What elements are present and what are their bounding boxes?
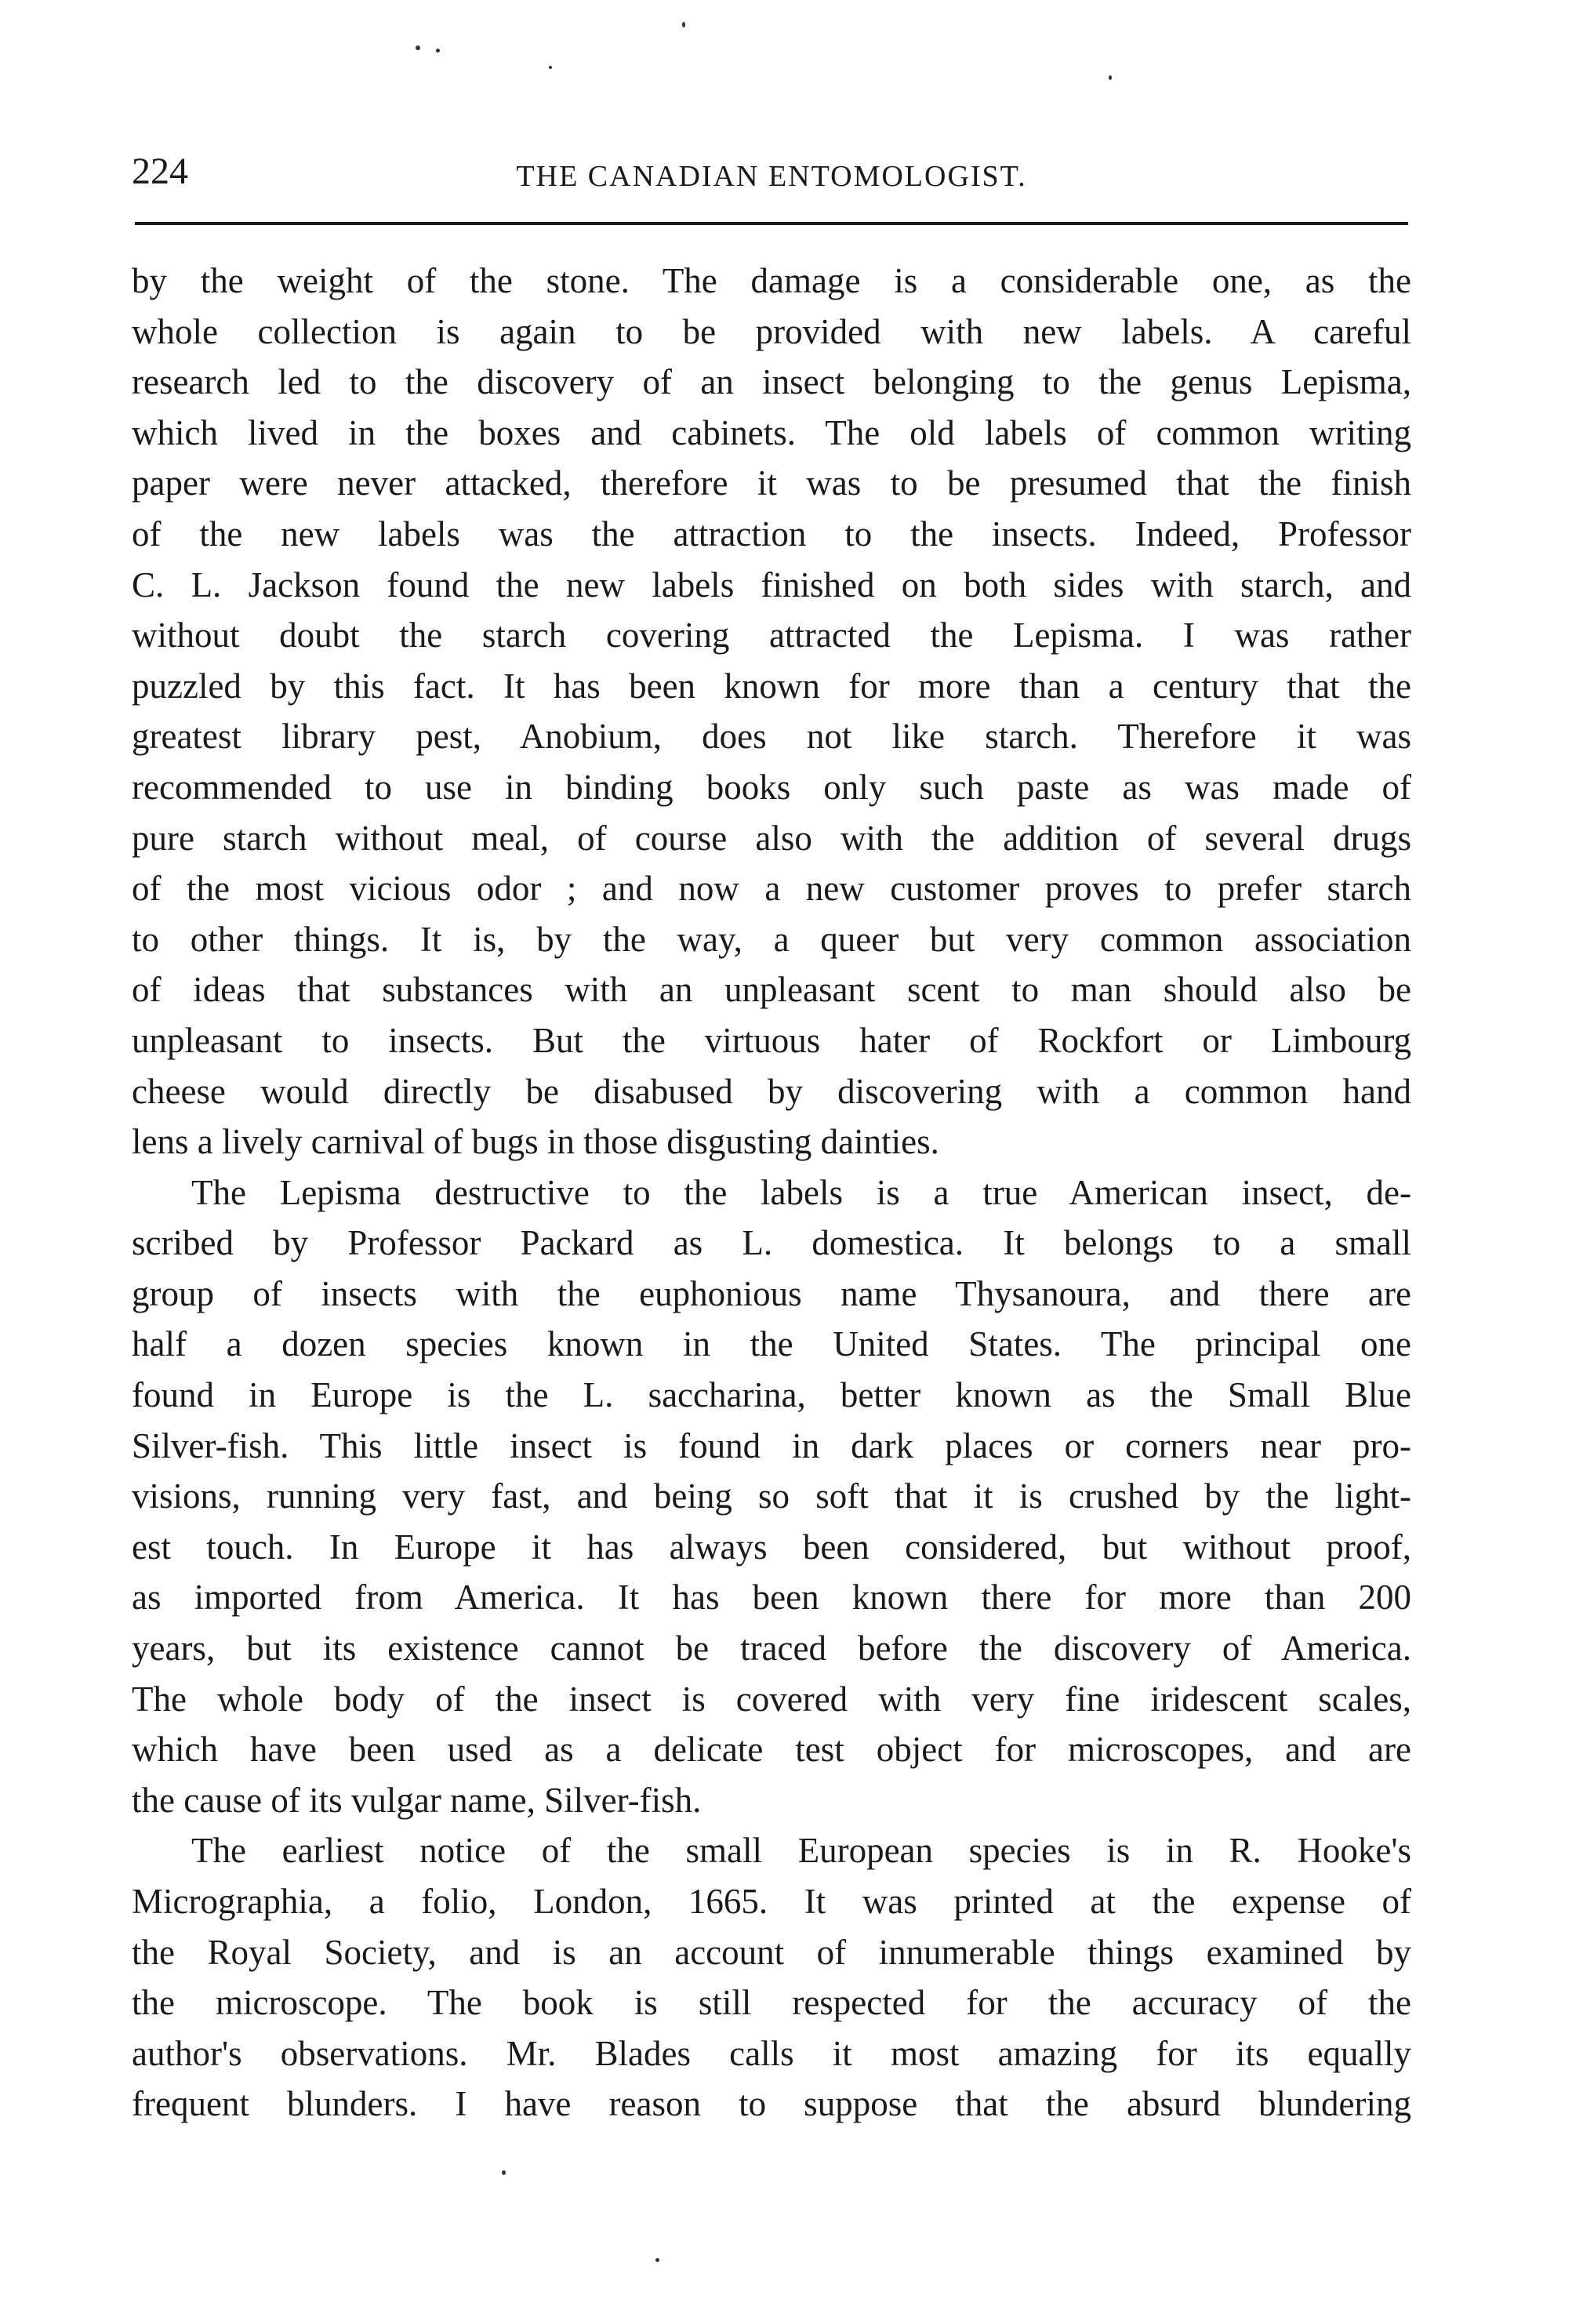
scan-speck [1109,75,1112,80]
text-line: scribed by Professor Packard as L. domestica. It belongs to a small [132,1223,1411,1263]
scan-speck [655,2258,659,2262]
text-line: which lived in the boxes and cabinets. The old labels of common writing [132,412,1411,452]
text-line: of ideas that substances with an unpleasant scent to man should also be [132,970,1411,1010]
text-line: est touch. In Europe it has always been considered, but without proof, [132,1527,1411,1567]
text-line: paper were never attacked, therefore it was to be presumed that the finish [132,463,1411,503]
text-line: found in Europe is the L. saccharina, better known as the Small Blue [132,1375,1411,1415]
text-line: which have been used as a delicate test object for microscopes, and are [132,1730,1411,1770]
text-line: The whole body of the insect is covered with very fine iridescent scales, [132,1679,1411,1719]
text-line: to other things. It is, by the way, a queer but very common association [132,919,1411,959]
text-line: group of insects with the euphonious name Thysanoura, and there are [132,1273,1411,1313]
scan-speck [682,22,685,27]
text-line: research led to the discovery of an insect belonging to the genus Lepisma, [132,362,1411,402]
text-line: years, but its existence cannot be traced before the discovery of America. [132,1629,1411,1669]
text-line: C. L. Jackson found the new labels finished on both sides with starch, and [132,565,1411,605]
page-number: 224 [132,151,188,192]
text-line: Micrographia, a folio, London, 1665. It was printed at the expense of [132,1882,1411,1921]
text-line: frequent blunders. I have reason to suppose that the absurd blundering [132,2084,1411,2124]
text-line: whole collection is again to be provided with new labels. A careful [132,311,1411,351]
text-line: visions, running very fast, and being so soft that it is crushed by the light- [132,1476,1411,1516]
paragraph-end-line: lens a lively carnival of bugs in those disgusting dainties. [132,1122,939,1162]
header-rule [135,222,1408,225]
text-line: cheese would directly be disabused by discovering with a common hand [132,1071,1411,1111]
text-line: pure starch without meal, of course also with the addition of several drugs [132,818,1411,858]
text-line: unpleasant to insects. But the virtuous hater of Rockfort or Limbourg [132,1020,1411,1060]
text-line: of the new labels was the attraction to the insects. Indeed, Professor [132,514,1411,554]
paragraph-start-line: The Lepisma destructive to the labels is a true American insect, de- [191,1172,1411,1212]
paragraph-end-line: the cause of its vulgar name, Silver-fish. [132,1780,702,1820]
text-line: puzzled by this fact. It has been known for more than a century that the [132,666,1411,706]
text-line: recommended to use in binding books only such paste as was made of [132,767,1411,807]
text-line: the Royal Society, and is an account of innumerable things examined by [132,1932,1411,1972]
scan-speck [416,45,420,50]
text-line: as imported from America. It has been known there for more than 200 [132,1578,1411,1618]
text-line: of the most vicious odor ; and now a new customer proves to prefer starch [132,869,1411,909]
scan-speck [502,2170,506,2175]
text-line: the microscope. The book is still respected for the accuracy of the [132,1983,1411,2023]
text-line: half a dozen species known in the United States. The principal one [132,1324,1411,1364]
paragraph-start-line: The earliest notice of the small European species is in R. Hooke's [191,1831,1411,1871]
scan-speck [436,49,440,53]
running-head: THE CANADIAN ENTOMOLOGIST. [516,160,1027,193]
text-line: without doubt the starch covering attracted the Lepisma. I was rather [132,615,1411,655]
page-header [132,144,1411,199]
body-text [132,256,1411,2130]
text-line: Silver-fish. This little insect is found in dark places or corners near pro- [132,1425,1411,1465]
text-line: greatest library pest, Anobium, does not like starch. Therefore it was [132,717,1411,757]
scan-speck [549,66,552,69]
text-line: author's observations. Mr. Blades calls it most amazing for its equally [132,2033,1411,2073]
text-line: by the weight of the stone. The damage is a considerable one, as the [132,261,1411,300]
